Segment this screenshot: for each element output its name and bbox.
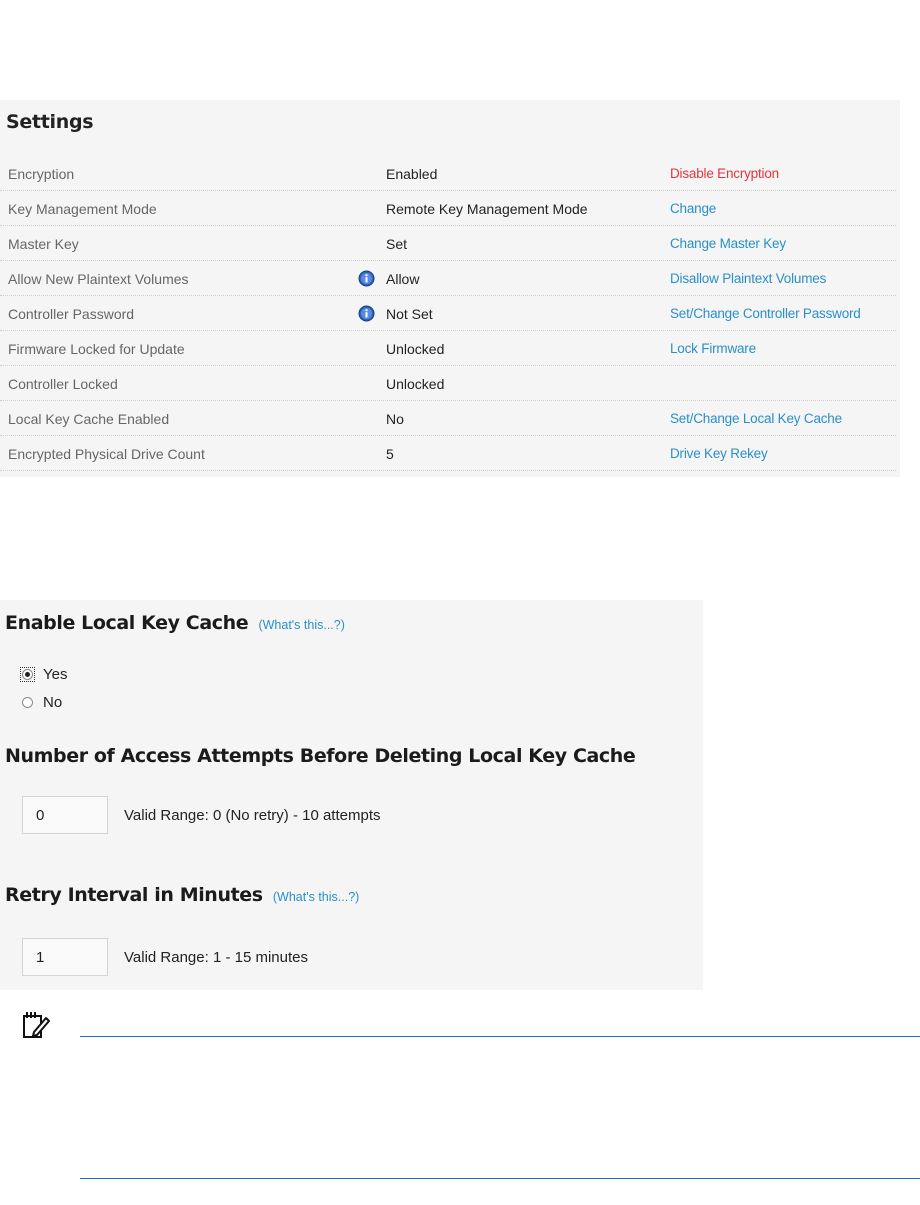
row-value: Allow	[386, 271, 420, 287]
row-label: Local Key Cache Enabled	[8, 411, 170, 427]
row-label: Controller Locked	[8, 376, 118, 392]
radio-focus-ring	[22, 669, 33, 680]
drive-key-rekey-link[interactable]: Drive Key Rekey	[670, 446, 768, 461]
enable-cache-heading	[5, 612, 345, 634]
row-value: Set	[386, 236, 408, 252]
retry-interval-input[interactable]	[22, 938, 108, 976]
row-value: 5	[386, 446, 394, 462]
set-local-key-cache-link[interactable]: Set/Change Local Key Cache	[670, 411, 842, 426]
row-label: Controller Password	[8, 306, 135, 322]
local-key-cache-panel	[0, 600, 703, 990]
row-label: Allow New Plaintext Volumes	[8, 271, 189, 287]
settings-title: Settings	[6, 111, 94, 133]
row-value: Enabled	[386, 166, 438, 182]
settings-row-local-key-cache	[0, 401, 900, 436]
row-label: Encryption	[8, 166, 75, 182]
important-note-icon	[22, 1012, 50, 1040]
whats-this-link[interactable]: (What's this...?)	[272, 890, 360, 904]
note-bottom-rule	[80, 1178, 920, 1179]
whats-this-link[interactable]: (What's this...?)	[258, 618, 345, 632]
retry-interval-heading-text: Retry Interval in Minutes	[5, 884, 263, 906]
retry-valid-range: Valid Range: 1 - 15 minutes	[124, 949, 308, 966]
radio-no[interactable]	[22, 697, 33, 708]
settings-row-controller-locked	[0, 366, 900, 401]
radio-yes[interactable]	[22, 669, 33, 680]
set-controller-password-link[interactable]: Set/Change Controller Password	[670, 306, 861, 321]
settings-row-drive-count	[0, 436, 900, 471]
settings-row-master-key	[0, 226, 900, 261]
row-value: Remote Key Management Mode	[386, 201, 588, 217]
radio-no-label[interactable]: No	[43, 693, 63, 711]
settings-row-firmware-locked	[0, 331, 900, 366]
access-attempts-input[interactable]	[22, 796, 108, 834]
settings-panel	[0, 100, 900, 477]
enable-cache-heading-text: Enable Local Key Cache	[5, 612, 249, 634]
lock-firmware-link[interactable]: Lock Firmware	[670, 341, 756, 356]
row-label: Firmware Locked for Update	[8, 341, 185, 357]
change-key-mode-link[interactable]: Change	[670, 201, 717, 216]
note-top-rule	[80, 1036, 920, 1037]
settings-row-key-management-mode	[0, 191, 900, 226]
change-master-key-link[interactable]: Change Master Key	[670, 236, 786, 251]
radio-yes-label[interactable]: Yes	[43, 665, 68, 683]
info-icon[interactable]	[358, 270, 375, 287]
row-value: No	[386, 411, 404, 427]
disable-encryption-link[interactable]: Disable Encryption	[670, 166, 779, 181]
row-label: Key Management Mode	[8, 201, 157, 217]
row-value: Not Set	[386, 306, 433, 322]
retry-interval-heading	[5, 884, 359, 906]
row-value: Unlocked	[386, 341, 445, 357]
row-value: Unlocked	[386, 376, 445, 392]
radio-no-option[interactable]	[22, 692, 62, 712]
row-label: Encrypted Physical Drive Count	[8, 446, 205, 462]
radio-yes-option[interactable]	[22, 664, 67, 684]
settings-row-controller-password	[0, 296, 900, 331]
disallow-plaintext-link[interactable]: Disallow Plaintext Volumes	[670, 271, 827, 286]
info-icon[interactable]	[358, 305, 375, 322]
settings-row-encryption	[0, 156, 900, 191]
settings-table	[0, 156, 900, 471]
attempts-heading: Number of Access Attempts Before Deleting Local Key Cache	[5, 745, 636, 767]
settings-row-allow-plaintext	[0, 261, 900, 296]
attempts-valid-range: Valid Range: 0 (No retry) - 10 attempts	[124, 807, 381, 824]
row-label: Master Key	[8, 236, 79, 252]
